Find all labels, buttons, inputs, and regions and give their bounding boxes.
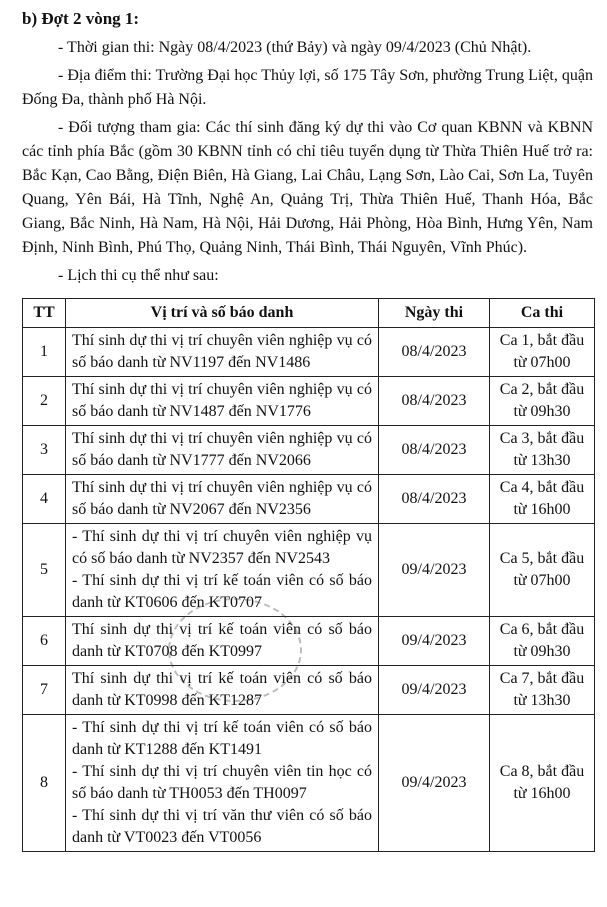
exam-date-cell: 09/4/2023 bbox=[379, 617, 490, 666]
position-line: - Thí sinh dự thi vị trí chuyên viên tin học có số báo danh từ TH0053 đến TH0097 bbox=[72, 763, 372, 802]
exam-shift-cell: Ca 4, bắt đầu từ 16h00 bbox=[490, 475, 595, 524]
row-number: 6 bbox=[23, 617, 66, 666]
position-line: Thí sinh dự thi vị trí kế toán viên có số báo danh từ KT0708 đến KT0997 bbox=[72, 621, 372, 660]
position-cell bbox=[66, 666, 379, 715]
position-cell bbox=[66, 426, 379, 475]
table-row bbox=[23, 328, 595, 377]
row-number: 1 bbox=[23, 328, 66, 377]
exam-date-cell: 09/4/2023 bbox=[379, 666, 490, 715]
position-line: - Thí sinh dự thi vị trí chuyên viên nghiệp vụ có số báo danh từ NV2357 đến NV2543 bbox=[72, 528, 372, 567]
section-heading: b) Đợt 2 vòng 1: bbox=[22, 9, 140, 28]
exam-date-cell: 08/4/2023 bbox=[379, 377, 490, 426]
position-cell bbox=[66, 328, 379, 377]
row-number: 2 bbox=[23, 377, 66, 426]
position-line: Thí sinh dự thi vị trí kế toán viên có số báo danh từ KT0998 đến KT1287 bbox=[72, 670, 372, 709]
position-cell bbox=[66, 715, 379, 852]
table-row bbox=[23, 475, 595, 524]
row-number: 7 bbox=[23, 666, 66, 715]
exam-shift-cell: Ca 8, bắt đầu từ 16h00 bbox=[490, 715, 595, 852]
row-number: 3 bbox=[23, 426, 66, 475]
exam-shift-cell: Ca 7, bắt đầu từ 13h30 bbox=[490, 666, 595, 715]
position-line: - Thí sinh dự thi vị trí kế toán viên có số báo danh từ KT1288 đến KT1491 bbox=[72, 719, 372, 758]
position-line: Thí sinh dự thi vị trí chuyên viên nghiệp vụ có số báo danh từ NV1197 đến NV1486 bbox=[72, 332, 372, 371]
table-row bbox=[23, 377, 595, 426]
exam-schedule-table bbox=[22, 298, 595, 852]
position-line: Thí sinh dự thi vị trí chuyên viên nghiệp vụ có số báo danh từ NV1777 đến NV2066 bbox=[72, 430, 372, 469]
table-header-row bbox=[23, 299, 595, 328]
header-shift: Ca thi bbox=[490, 299, 595, 328]
header-tt: TT bbox=[23, 299, 66, 328]
table-row bbox=[23, 666, 595, 715]
exam-shift-cell: Ca 3, bắt đầu từ 13h30 bbox=[490, 426, 595, 475]
schedule-intro: - Lịch thi cụ thể như sau: bbox=[58, 267, 219, 284]
exam-shift-cell: Ca 5, bắt đầu từ 07h00 bbox=[490, 524, 595, 617]
header-position: Vị trí và số báo danh bbox=[66, 299, 379, 328]
position-line: Thí sinh dự thi vị trí chuyên viên nghiệp vụ có số báo danh từ NV2067 đến NV2356 bbox=[72, 479, 372, 518]
exam-shift-cell: Ca 6, bắt đầu từ 09h30 bbox=[490, 617, 595, 666]
exam-location-paragraph: - Địa điểm thi: Trường Đại học Thủy lợi, số 175 Tây Sơn, phường Trung Liệt, quận Đống Đa, thành phố Hà Nội. bbox=[22, 67, 593, 108]
table-row bbox=[23, 524, 595, 617]
exam-shift-cell: Ca 2, bắt đầu từ 09h30 bbox=[490, 377, 595, 426]
exam-date-cell: 09/4/2023 bbox=[379, 715, 490, 852]
table-row bbox=[23, 426, 595, 475]
exam-date-cell: 08/4/2023 bbox=[379, 475, 490, 524]
table-row bbox=[23, 617, 595, 666]
position-line: - Thí sinh dự thi vị trí văn thư viên có số báo danh từ VT0023 đến VT0056 bbox=[72, 807, 372, 846]
row-number: 4 bbox=[23, 475, 66, 524]
participants-paragraph: - Đối tượng tham gia: Các thí sinh đăng ký dự thi vào Cơ quan KBNN và KBNN các tỉnh phía Bắc (gồm 30 KBNN tỉnh có chỉ tiêu tuyển dụng từ Thừa Thiên Huế trở ra: Bắc Kạn, Cao Bằng, Điện Biên, Hà Giang, Lai Châu, Lạng Sơn, Lào Cai, Sơn La, Tuyên Quang, Yên Bái, Hà Tĩnh, Nghệ An, Quảng Trị, Thừa Thiên Huế, Thanh Hóa, Bắc Giang, Bắc Ninh, Hà Nam, Hà Nội, Hải Dương, Hải Phòng, Hòa Bình, Hưng Yên, Nam Định, Ninh Bình, Phú Thọ, Quảng Ninh, Thái Bình, Thái Nguyên, Vĩnh Phúc). bbox=[22, 119, 593, 256]
exam-time-paragraph: - Thời gian thi: Ngày 08/4/2023 (thứ Bảy) và ngày 09/4/2023 (Chủ Nhật). bbox=[58, 39, 532, 56]
exam-date-cell: 08/4/2023 bbox=[379, 426, 490, 475]
position-line: Thí sinh dự thi vị trí chuyên viên nghiệp vụ có số báo danh từ NV1487 đến NV1776 bbox=[72, 381, 372, 420]
table-row bbox=[23, 715, 595, 852]
exam-date-cell: 09/4/2023 bbox=[379, 524, 490, 617]
exam-shift-cell: Ca 1, bắt đầu từ 07h00 bbox=[490, 328, 595, 377]
position-cell bbox=[66, 524, 379, 617]
row-number: 8 bbox=[23, 715, 66, 852]
exam-date-cell: 08/4/2023 bbox=[379, 328, 490, 377]
row-number: 5 bbox=[23, 524, 66, 617]
position-cell bbox=[66, 617, 379, 666]
position-cell bbox=[66, 377, 379, 426]
position-cell bbox=[66, 475, 379, 524]
header-date: Ngày thi bbox=[379, 299, 490, 328]
position-line: - Thí sinh dự thi vị trí kế toán viên có số báo danh từ KT0606 đến KT0707 bbox=[72, 572, 372, 611]
